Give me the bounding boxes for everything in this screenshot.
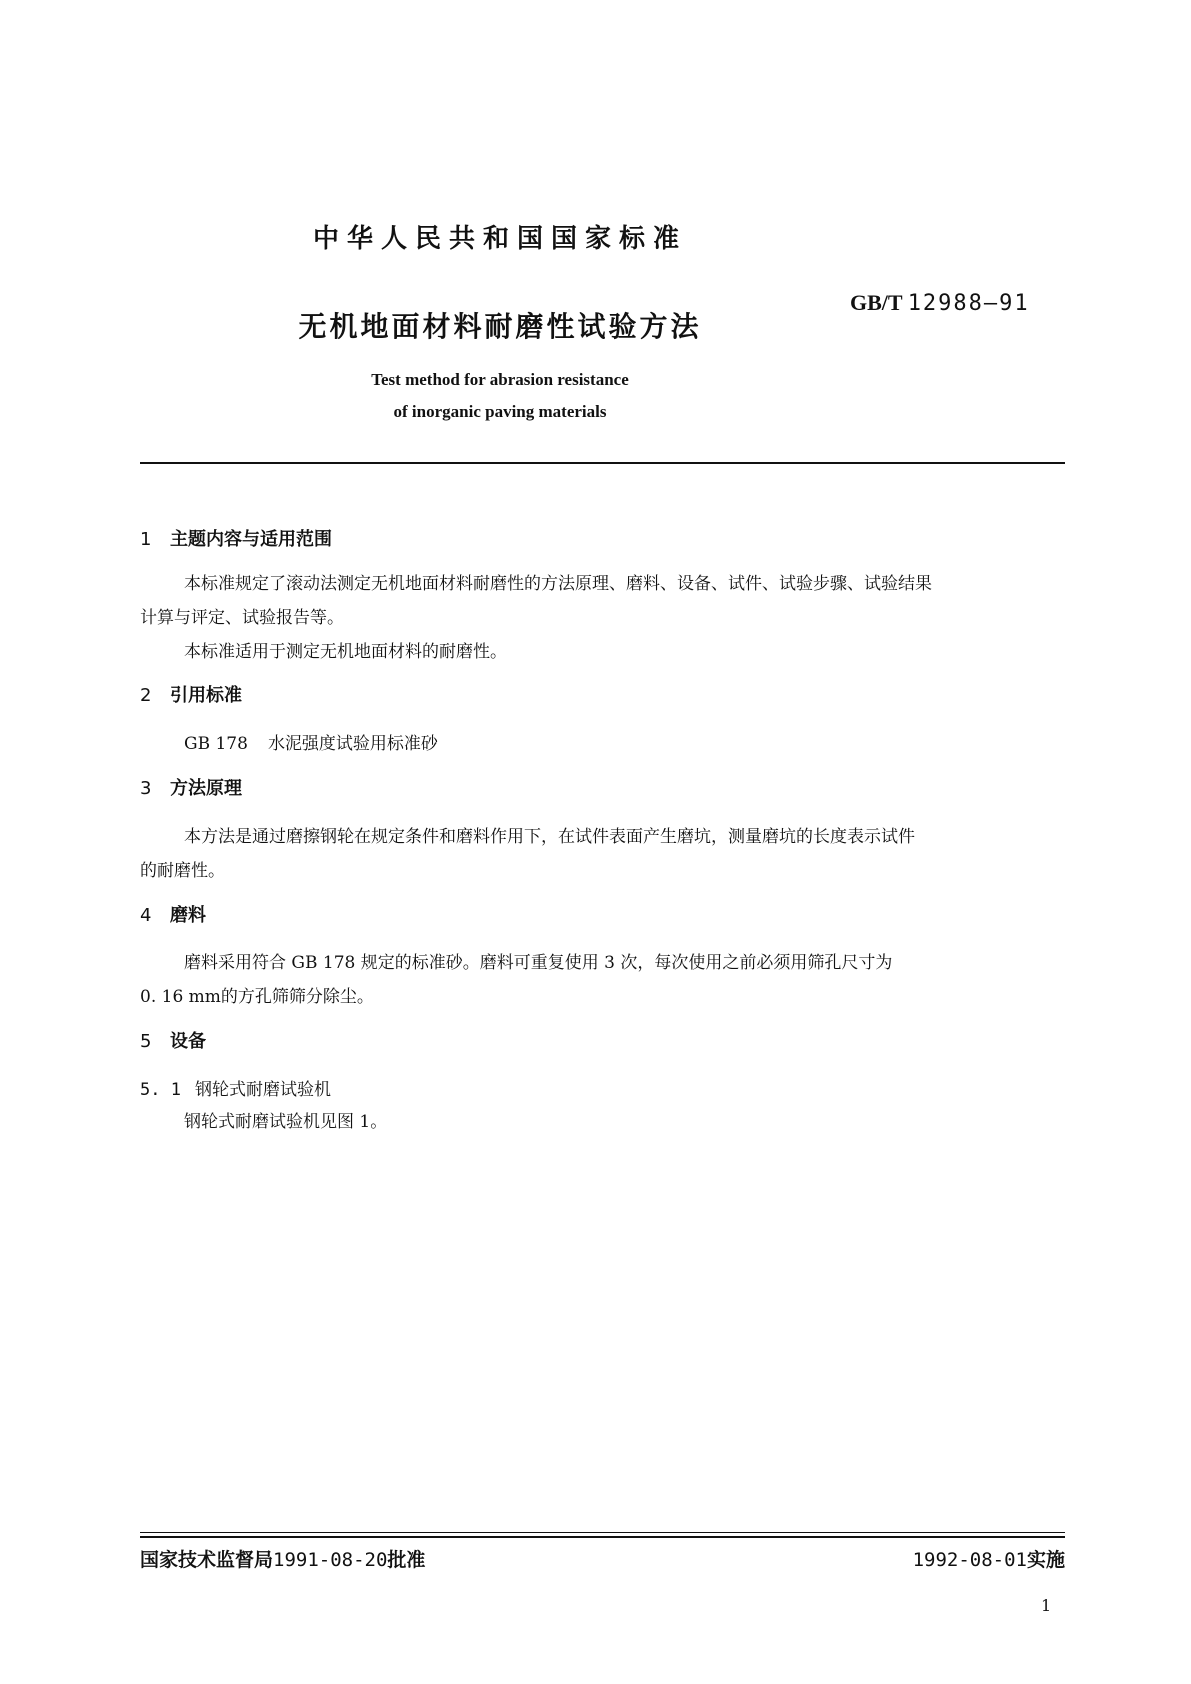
document-title-cn: 无机地面材料耐磨性试验方法 [298, 310, 702, 343]
section-1-heading [140, 525, 332, 551]
section-1-number: 1 [140, 529, 152, 550]
section-1-title: 主题内容与适用范围 [170, 529, 332, 550]
footer-divider-top [140, 1532, 1065, 1533]
section-4-paragraph-line-1: 磨料采用符合 GB 178 规定的标准砂。磨料可重复使用 3 次，每次使用之前必须用筛孔尺寸为 [184, 953, 893, 973]
section-2-number: 2 [140, 685, 152, 706]
section-5-title: 设备 [170, 1031, 206, 1052]
subsection-5-1-heading [140, 1075, 331, 1100]
implementation-label: 实施 [1026, 1549, 1065, 1571]
section-4-title: 磨料 [170, 905, 206, 926]
section-5-heading [140, 1027, 206, 1053]
national-standard-heading: 中华人民共和国国家标准 [312, 224, 687, 254]
footer-divider-bottom [140, 1536, 1065, 1538]
section-3-number: 3 [140, 778, 152, 799]
section-2-reference [184, 729, 438, 754]
section-2-title: 引用标准 [170, 685, 242, 706]
standard-number-prefix: GB/T [850, 290, 903, 315]
section-3-heading [140, 774, 242, 800]
document-title-en-line1: Test method for abrasion resistance [371, 370, 629, 389]
section-4-number: 4 [140, 905, 152, 926]
document-title-en-line2: of inorganic paving materials [393, 402, 607, 421]
page-number: 1 [1041, 1596, 1052, 1615]
section-3-paragraph-line-1: 本方法是通过磨擦钢轮在规定条件和磨料作用下，在试件表面产生磨坑，测量磨坑的长度表示试件 [184, 827, 915, 847]
subsection-5-1-text: 钢轮式耐磨试验机见图 1。 [184, 1112, 388, 1132]
reference-title: 水泥强度试验用标准砂 [267, 734, 438, 754]
standard-number-value: 12988—91 [907, 291, 1030, 316]
approval-label: 批准 [387, 1549, 426, 1571]
subsection-5-1-number: 5. 1 [140, 1080, 181, 1100]
reference-code: GB 178 [184, 734, 248, 754]
approval-date: 1991-08-20 [273, 1549, 388, 1571]
subsection-5-1-title: 钢轮式耐磨试验机 [195, 1080, 331, 1100]
section-2-heading [140, 681, 242, 707]
implementation-date: 1992-08-01 [912, 1549, 1027, 1571]
section-1-paragraph-1-line-2: 计算与评定、试验报告等。 [140, 608, 344, 628]
implementation-line [913, 1545, 1065, 1572]
section-3-title: 方法原理 [170, 778, 242, 799]
section-1-paragraph-2: 本标准适用于测定无机地面材料的耐磨性。 [184, 642, 507, 662]
section-1-paragraph-1-line-1: 本标准规定了滚动法测定无机地面材料耐磨性的方法原理、磨料、设备、试件、试验步骤、试验结果 [184, 574, 932, 594]
section-3-paragraph-line-2: 的耐磨性。 [140, 861, 225, 881]
issuing-authority: 国家技术监督局 [140, 1549, 274, 1571]
section-4-paragraph-line-2: 0. 16 mm的方孔筛筛分除尘。 [140, 987, 374, 1007]
section-4-heading [140, 901, 206, 927]
section-5-number: 5 [140, 1031, 152, 1052]
approval-line [140, 1545, 425, 1572]
header-divider [140, 462, 1065, 464]
